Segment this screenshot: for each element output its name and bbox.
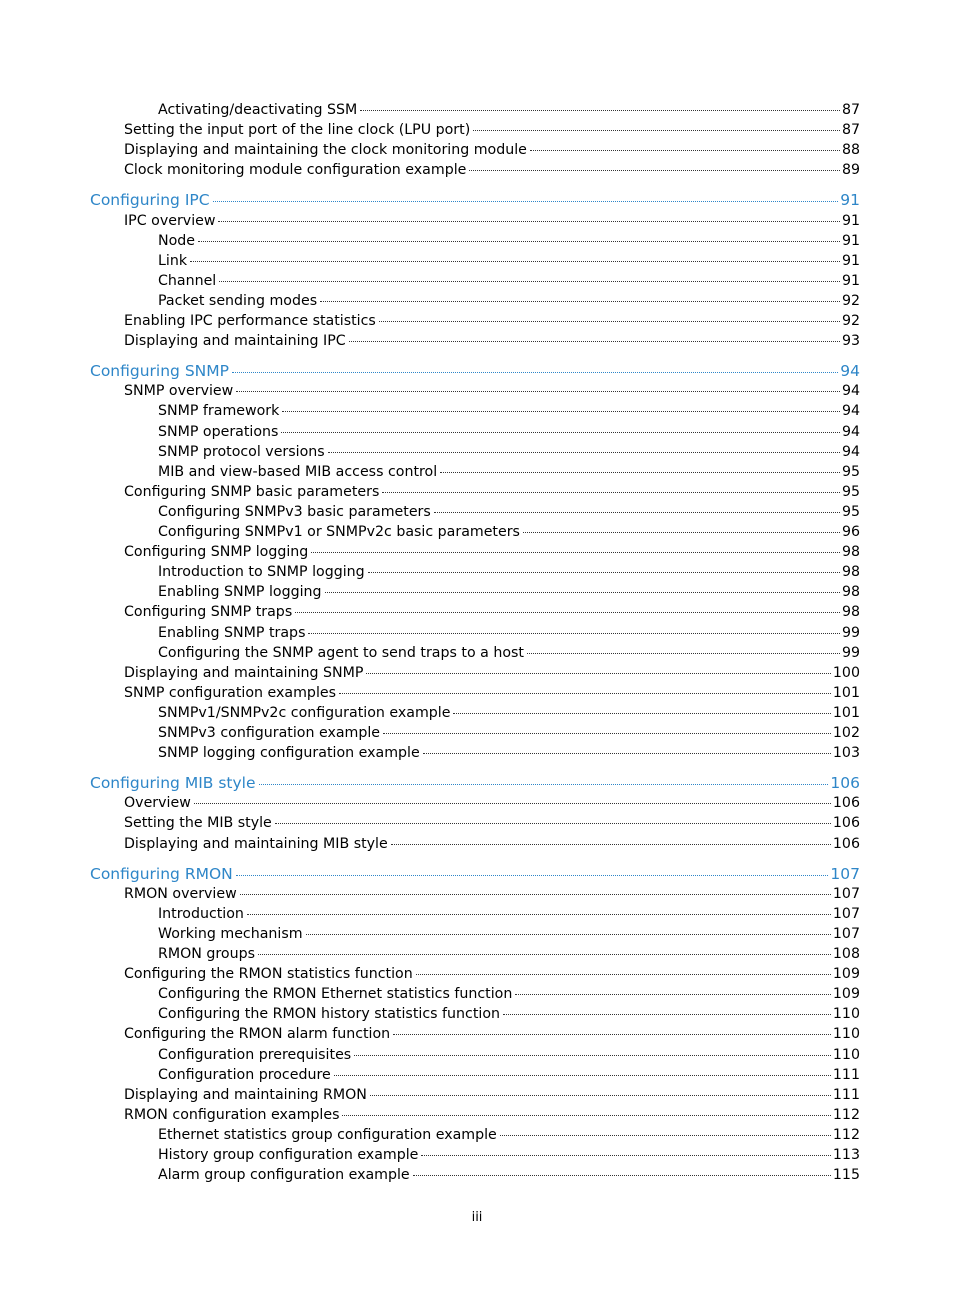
dot-leader: [275, 822, 831, 824]
toc-entry-page: 98: [841, 564, 860, 581]
toc-entry-page: 91: [841, 272, 860, 289]
dot-leader: [334, 1074, 831, 1076]
dot-leader: [503, 1013, 831, 1015]
dot-leader: [236, 874, 829, 876]
toc-entry-title: SNMP logging configuration example: [158, 745, 420, 762]
toc-entry-page: 99: [841, 644, 860, 661]
toc-entry-page: 95: [841, 483, 860, 500]
toc-chapter-link[interactable]: [90, 773, 860, 793]
dot-leader: [360, 109, 840, 111]
toc-entry-title: Configuring the RMON statistics function: [124, 966, 413, 983]
toc-entry-link[interactable]: [158, 1125, 860, 1145]
toc-entry-title: Channel: [158, 272, 217, 289]
toc-entry-page: 92: [841, 313, 860, 329]
toc-entry-page: 91: [840, 191, 860, 210]
toc-entry-page: 98: [841, 544, 860, 561]
toc-entry-link[interactable]: [158, 582, 860, 602]
dot-leader: [469, 169, 840, 171]
toc-entry-link[interactable]: [124, 1105, 860, 1125]
dot-leader: [354, 1054, 831, 1056]
toc-entry-link[interactable]: [124, 663, 860, 683]
toc-entry-link[interactable]: [124, 964, 860, 984]
toc-entry-link[interactable]: [124, 311, 860, 331]
dot-leader: [218, 220, 839, 222]
toc-entry-title: MIB and view-based MIB access control: [158, 463, 438, 480]
toc-entry-page: 102: [832, 725, 860, 741]
toc-entry-title: Clock monitoring module configuration example: [124, 162, 467, 179]
dot-leader: [527, 652, 840, 654]
toc-entry-title: Link: [158, 252, 188, 269]
toc-entry-page: 95: [841, 463, 860, 480]
dot-leader: [308, 632, 839, 634]
toc-entry-page: 88: [841, 142, 860, 159]
toc-entry-link[interactable]: [158, 924, 860, 944]
dot-leader: [311, 551, 840, 553]
toc-entry-link[interactable]: [158, 703, 860, 723]
toc-entry-page: 106: [832, 795, 860, 812]
toc-entry-title: Configuration procedure: [158, 1066, 331, 1083]
toc-entry-page: 106: [830, 774, 860, 793]
dot-leader: [370, 1094, 831, 1096]
toc-entry-page: 100: [832, 664, 860, 681]
dot-leader: [473, 129, 840, 131]
toc-entry-title: Setting the MIB style: [124, 815, 272, 832]
toc-entry-page: 101: [832, 704, 860, 721]
toc-entry-link[interactable]: [158, 944, 860, 964]
toc-chapter-link[interactable]: [90, 864, 860, 884]
toc-entry-title: RMON configuration examples: [124, 1106, 340, 1123]
toc-entry-title: Configuring SNMP basic parameters: [124, 483, 380, 500]
toc-entry-link[interactable]: [158, 643, 860, 663]
dot-leader: [306, 933, 831, 935]
toc-entry-title: Configuring SNMP logging: [124, 544, 309, 561]
toc-entry-title: Configuring RMON: [90, 864, 233, 883]
dot-leader: [213, 200, 839, 202]
dot-leader: [236, 390, 840, 392]
toc-entry-link[interactable]: [124, 331, 860, 351]
toc-entry-link[interactable]: [124, 683, 860, 703]
toc-entry-title: Configuring MIB style: [90, 774, 256, 793]
toc-entry-page: 91: [841, 232, 860, 249]
dot-leader: [423, 752, 831, 754]
toc-entry-link[interactable]: [124, 1085, 860, 1105]
toc-entry-link[interactable]: [158, 623, 860, 643]
toc-entry-link[interactable]: [124, 542, 860, 562]
toc-entry-title: Overview: [124, 795, 191, 812]
toc-entry-title: SNMP framework: [158, 403, 280, 420]
toc-entry-link[interactable]: [158, 231, 860, 251]
toc-entry-page: 112: [832, 1106, 860, 1123]
toc-entry-page: 106: [832, 835, 860, 852]
toc-entry-page: 110: [832, 1046, 860, 1063]
toc-entry-link[interactable]: [124, 834, 860, 854]
toc-entry-title: History group configuration example: [158, 1147, 419, 1163]
toc-entry-link[interactable]: [158, 1165, 860, 1185]
dot-leader: [339, 692, 831, 694]
toc-entry-title: SNMP protocol versions: [158, 443, 325, 460]
toc-entry-page: 93: [841, 333, 860, 350]
dot-leader: [258, 953, 831, 955]
dot-leader: [379, 320, 840, 322]
page-number: iii: [471, 1210, 483, 1225]
toc-entry-title: SNMPv1/SNMPv2c configuration example: [158, 704, 451, 721]
toc-entry-page: 94: [841, 423, 860, 440]
toc-entry-title: Displaying and maintaining the clock monitoring module: [124, 142, 527, 159]
toc-entry-title: Enabling SNMP logging: [158, 584, 322, 601]
toc-entry-page: 112: [832, 1126, 860, 1143]
toc-entry-page: 107: [832, 925, 860, 942]
dot-leader: [219, 280, 840, 282]
toc-entry-page: 87: [841, 102, 860, 118]
toc-entry-title: SNMP operations: [158, 423, 279, 440]
toc-entry-title: Introduction to SNMP logging: [158, 564, 365, 581]
toc-entry-title: Configuring SNMPv3 basic parameters: [158, 503, 431, 520]
toc-entry-link[interactable]: [124, 120, 860, 140]
toc-entry-title: Displaying and maintaining RMON: [124, 1086, 367, 1103]
toc-entry-page: 98: [841, 604, 860, 621]
toc-entry-title: Setting the input port of the line clock (LPU port): [124, 122, 471, 139]
toc-entry-title: Configuration prerequisites: [158, 1046, 352, 1063]
dot-leader: [368, 571, 840, 573]
toc-entry-page: 95: [841, 503, 860, 520]
dot-leader: [530, 149, 840, 151]
toc-entry-title: Configuring SNMPv1 or SNMPv2c basic parameters: [158, 524, 520, 540]
toc-entry-page: 110: [832, 1006, 860, 1023]
toc-entry-link[interactable]: [158, 100, 860, 120]
dot-leader: [366, 672, 830, 674]
toc-entry-link[interactable]: [158, 723, 860, 743]
toc-entry-link[interactable]: [158, 1045, 860, 1065]
toc-entry-title: Configuring SNMP: [90, 362, 229, 381]
toc-entry-link[interactable]: [158, 1145, 860, 1165]
toc-entry-page: 111: [832, 1086, 860, 1103]
toc-entry-link[interactable]: [158, 1004, 860, 1024]
toc-entry-title: Enabling IPC performance statistics: [124, 313, 376, 329]
dot-leader: [342, 1114, 830, 1116]
toc-entry-link[interactable]: [124, 793, 860, 813]
toc-entry-page: 108: [832, 946, 860, 962]
dot-leader: [349, 340, 840, 342]
toc-entry-page: 89: [841, 162, 860, 179]
dot-leader: [247, 913, 831, 915]
toc-entry-page: 98: [841, 584, 860, 601]
toc-entry-title: Displaying and maintaining IPC: [124, 333, 346, 350]
toc-entry-page: 107: [832, 905, 860, 922]
toc-entry-link[interactable]: [124, 482, 860, 502]
dot-leader: [391, 843, 831, 845]
toc-entry-page: 94: [841, 443, 860, 460]
toc-entry-page: 111: [832, 1066, 860, 1083]
toc-entry-title: RMON overview: [124, 885, 237, 902]
toc-entry-title: Displaying and maintaining MIB style: [124, 835, 388, 852]
toc-entry-title: Working mechanism: [158, 925, 303, 942]
dot-leader: [523, 531, 840, 533]
toc-entry-page: 103: [832, 745, 860, 762]
toc-entry-page: 110: [832, 1026, 860, 1043]
dot-leader: [440, 471, 840, 473]
toc-entry-page: 106: [832, 815, 860, 832]
toc-entry-link[interactable]: [124, 140, 860, 160]
toc-entry-link[interactable]: [158, 562, 860, 582]
dot-leader: [434, 511, 840, 513]
toc-entry-page: 91: [841, 252, 860, 269]
dot-leader: [259, 783, 829, 785]
toc-entry-link[interactable]: [158, 462, 860, 482]
toc-entry-link[interactable]: [158, 442, 860, 462]
dot-leader: [240, 893, 831, 895]
toc-entry-link[interactable]: [158, 271, 860, 291]
toc-entry-title: Configuring SNMP traps: [124, 604, 293, 621]
toc-entry-title: Enabling SNMP traps: [158, 624, 306, 641]
toc-entry-page: 113: [832, 1147, 860, 1163]
toc-entry-page: 101: [832, 684, 860, 701]
dot-leader: [232, 371, 838, 373]
toc-entry-title: IPC overview: [124, 212, 216, 229]
dot-leader: [416, 973, 831, 975]
toc-entry-title: Alarm group configuration example: [158, 1167, 410, 1184]
toc-entry-title: Configuring the SNMP agent to send traps to a host: [158, 644, 524, 661]
dot-leader: [393, 1033, 831, 1035]
dot-leader: [328, 451, 840, 453]
toc-entry-page: 107: [832, 885, 860, 902]
toc-entry-link[interactable]: [124, 211, 860, 231]
toc-entry-page: 96: [841, 524, 860, 540]
toc-entry-page: 99: [841, 624, 860, 641]
dot-leader: [382, 491, 840, 493]
dot-leader: [282, 410, 840, 412]
dot-leader: [421, 1154, 831, 1156]
dot-leader: [281, 431, 840, 433]
toc-entry-page: 115: [832, 1167, 860, 1184]
dot-leader: [325, 591, 840, 593]
toc-entry-title: Introduction: [158, 905, 244, 922]
toc-entry-title: SNMPv3 configuration example: [158, 725, 381, 741]
dot-leader: [515, 993, 831, 995]
toc-entry-title: SNMP configuration examples: [124, 684, 337, 701]
dot-leader: [383, 732, 831, 734]
dot-leader: [320, 300, 840, 302]
toc-entry-page: 109: [832, 966, 860, 983]
toc-entry-page: 94: [840, 362, 860, 381]
dot-leader: [413, 1174, 831, 1176]
dot-leader: [198, 240, 840, 242]
toc-entry-page: 92: [841, 292, 860, 309]
toc-entry-link[interactable]: [158, 291, 860, 311]
dot-leader: [194, 802, 831, 804]
dot-leader: [190, 260, 840, 262]
toc-entry-title: Displaying and maintaining SNMP: [124, 664, 364, 681]
toc-entry-link[interactable]: [158, 401, 860, 421]
toc-entry-link[interactable]: [124, 160, 860, 180]
dot-leader: [295, 611, 840, 613]
toc-entry-page: 94: [841, 403, 860, 420]
toc-entry-title: Configuring the RMON alarm function: [124, 1026, 391, 1043]
toc-entry-page: 107: [830, 864, 860, 883]
toc-entry-title: Activating/deactivating SSM: [158, 102, 358, 118]
toc-entry-link[interactable]: [124, 1024, 860, 1044]
toc-entry-link[interactable]: [158, 502, 860, 522]
toc-entry-link[interactable]: [158, 984, 860, 1004]
toc-entry-title: Configuring IPC: [90, 191, 210, 210]
toc-entry-link[interactable]: [158, 1065, 860, 1085]
toc-entry-link[interactable]: [158, 743, 860, 763]
toc-entry-title: SNMP overview: [124, 383, 234, 400]
toc-entry-link[interactable]: [158, 904, 860, 924]
toc-entry-page: 109: [832, 986, 860, 1003]
toc-chapter-link[interactable]: [90, 361, 860, 381]
toc-entry-title: Configuring the RMON Ethernet statistics function: [158, 986, 513, 1003]
toc-entry-link[interactable]: [158, 422, 860, 442]
toc-entry-link[interactable]: [124, 884, 860, 904]
toc-entry-page: 91: [841, 212, 860, 229]
toc-entry-title: Configuring the RMON history statistics function: [158, 1006, 500, 1023]
toc-entry-link[interactable]: [158, 251, 860, 271]
toc-entry-link[interactable]: [124, 813, 860, 833]
toc-entry-page: 94: [841, 383, 860, 400]
toc-entry-title: Packet sending modes: [158, 292, 318, 309]
dot-leader: [500, 1134, 831, 1136]
toc-entry-title: Node: [158, 232, 196, 249]
toc-entry-page: 87: [841, 122, 860, 139]
dot-leader: [453, 712, 830, 714]
toc-entry-title: RMON groups: [158, 946, 255, 962]
toc-chapter-link[interactable]: [90, 190, 860, 210]
toc-entry-link[interactable]: [124, 381, 860, 401]
toc-entry-link[interactable]: [158, 522, 860, 542]
toc-entry-title: Ethernet statistics group configuration example: [158, 1126, 497, 1143]
toc-entry-link[interactable]: [124, 602, 860, 622]
